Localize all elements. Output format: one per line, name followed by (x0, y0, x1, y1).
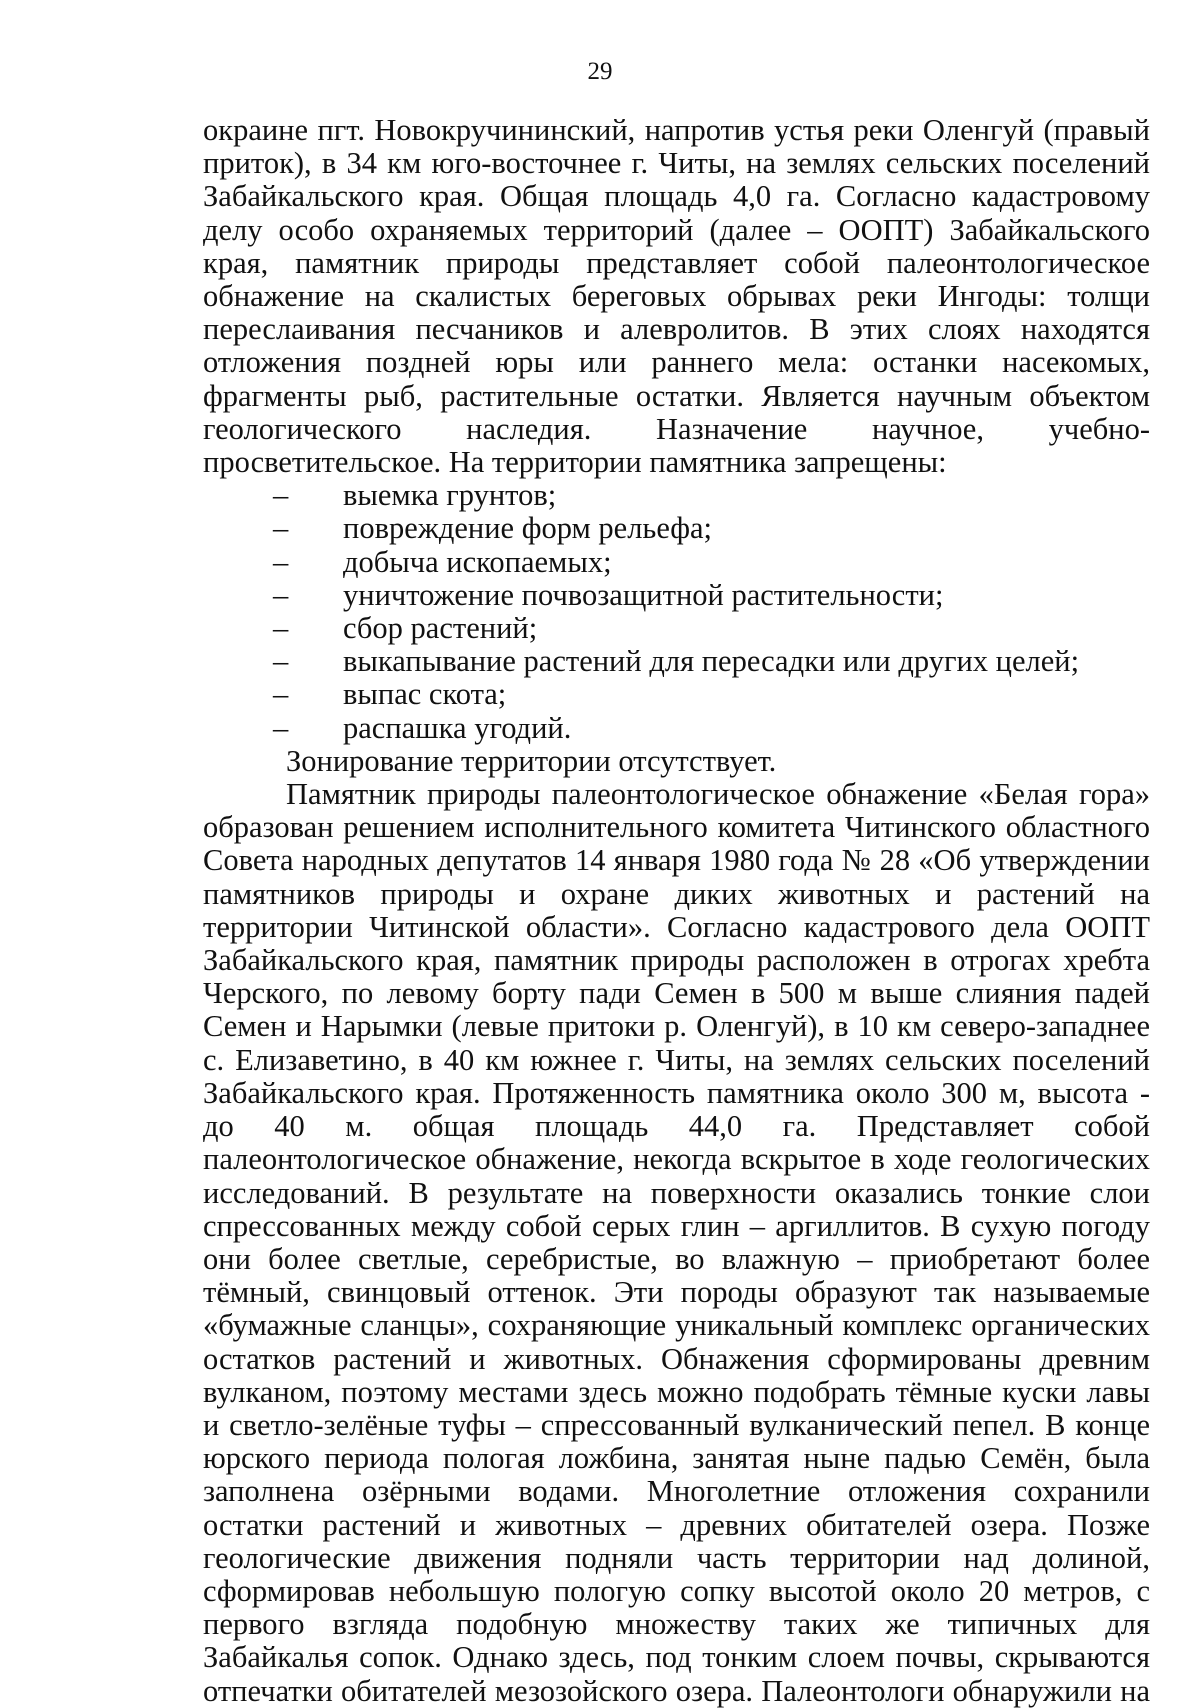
list-dash: – (273, 577, 289, 612)
list-dash: – (273, 644, 289, 679)
list-dash: – (273, 611, 289, 646)
list-item (203, 479, 1150, 512)
list-item-text: выпас скота; (343, 677, 507, 712)
list-dash: – (273, 478, 289, 513)
list-item (203, 546, 1150, 579)
page-number: 29 (587, 58, 613, 85)
list-item-text: добыча ископаемых; (343, 544, 612, 579)
list-item (203, 579, 1150, 612)
restrictions-list (203, 479, 1150, 745)
list-item-text: уничтожение почвозащитной растительности; (343, 577, 944, 612)
list-item-text: выемка грунтов; (343, 478, 557, 513)
body-text (203, 114, 1150, 1708)
intro-paragraph: окраине пгт. Новокручининский, напротив устья реки Оленгуй (правый приток), в 34 км юго-восточнее г. Читы, на землях сельских поселений Забайкальского края. Общая площадь 4,0 га. Согласно кадастровому делу особо охраняемых территорий (далее – ООПТ) Забайкальского края, памятник природы представляет собой палеонтологическое обнажение на скалистых береговых обрывах реки Ингоды: толщи переслаивания песчаников и алевролитов. В этих слоях находятся отложения поздней юры или раннего мела: останки насекомых, фрагменты рыб, растительные остатки. Является научным объектом геологического наследия. Назначение научное, учебно-просветительское. На территории памятника запрещены: (203, 113, 1150, 480)
list-item (203, 678, 1150, 711)
list-item-text: сбор растений; (343, 611, 538, 646)
list-dash: – (273, 544, 289, 579)
list-dash: – (273, 511, 289, 546)
list-dash: – (273, 710, 289, 745)
list-item (203, 512, 1150, 545)
list-item (203, 612, 1150, 645)
list-item (203, 712, 1150, 745)
list-item-text: выкапывание растений для пересадки или других целей; (343, 644, 1080, 679)
list-item-text: распашка угодий. (343, 710, 572, 745)
belaya-gora-paragraph: Памятник природы палеонтологическое обнажение «Белая гора» образован решением исполнительного комитета Читинского областного Совета народных депутатов 14 января 1980 года № 28 «Об утверждении памятников природы и охране диких животных и растений на территории Читинской области». Согласно кадастрового дела ООПТ Забайкальского края, памятник природы расположен в отрогах хребта Черского, по левому борту пади Семен в 500 м выше слияния падей Семен и Нарымки (левые притоки р. Оленгуй), в 10 км северо-западнее с. Елизаветино, в 40 км южнее г. Читы, на землях сельских поселений Забайкальского края. Протяженность памятника около 300 м, высота - до 40 м. общая площадь 44,0 га. Представляет собой палеонтологическое обнажение, некогда вскрытое в ходе геологических исследований. В результате на поверхности оказались тонкие слои спрессованных между собой серых глин – аргиллитов. В сухую погоду они более светлые, серебристые, во влажную – приобретают более тёмный, свинцовый оттенок. Эти породы образуют так называемые «бумажные сланцы», сохраняющие уникальный комплекс органических остатков растений и животных. Обнажения сформированы древним вулканом, поэтому местами здесь можно подобрать тёмные куски лавы и светло-зелёные туфы – спрессованный вулканический пепел. В конце юрского периода пологая ложбина, занятая ныне падью Семён, была заполнена озёрными водами. Многолетние отложения сохранили остатки растений и животных – древних обитателей озера. Позже геологические движения подняли часть территории над долиной, сформировав небольшую пологую сопку высотой около 20 метров, с первого взгляда подобную множеству таких же типичных для Забайкалья сопок. Однако здесь, под тонким слоем почвы, скрываются отпечатки обитателей мезозойского озера. Палеонтологи обнаружили на (203, 777, 1150, 1708)
list-item-text: повреждение форм рельефа; (343, 511, 713, 546)
zoning-paragraph: Зонирование территории отсутствует. (286, 743, 777, 778)
list-item (203, 645, 1150, 678)
list-dash: – (273, 677, 289, 712)
